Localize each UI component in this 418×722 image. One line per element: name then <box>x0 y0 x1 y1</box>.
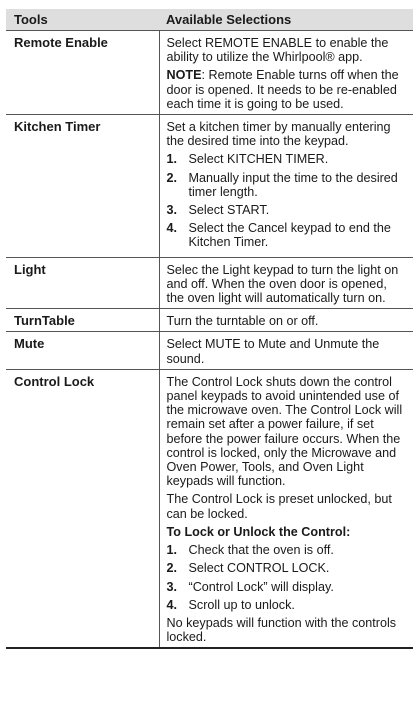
step-text: Select CONTROL LOCK. <box>188 561 330 576</box>
step-text: Scroll up to unlock. <box>188 597 295 612</box>
table-row-kitchen-timer <box>6 115 413 258</box>
list-item <box>167 598 408 612</box>
step-number: 1. <box>166 152 178 167</box>
table-row-turntable <box>6 309 413 332</box>
step-text: Check that the oven is off. <box>188 543 334 558</box>
subheading: To Lock or Unlock the Control: <box>166 524 351 539</box>
step-number: 4. <box>166 221 178 236</box>
header-available-selections: Available Selections <box>159 9 413 31</box>
list-item <box>167 221 408 249</box>
tool-description <box>159 31 413 115</box>
step-number: 2. <box>166 561 178 576</box>
note-text: : Remote Enable turns off when the door is opened. It needs to be re-enabled each time it is going to be used. <box>166 68 399 111</box>
table-header-row <box>6 9 413 31</box>
tool-name: Remote Enable <box>6 31 159 115</box>
tool-name: Kitchen Timer <box>6 115 159 258</box>
step-text: Select START. <box>188 203 270 218</box>
step-list <box>167 152 408 249</box>
step-text: Manually input the time to the desired timer length. <box>188 170 398 199</box>
table-row-remote-enable <box>6 31 413 115</box>
description-text: Set a kitchen timer by manually entering the desired time into the keypad. <box>166 120 391 149</box>
description-text: The Control Lock is preset unlocked, but can be locked. <box>166 492 392 521</box>
tool-name: Control Lock <box>6 369 159 648</box>
tool-description <box>159 369 413 648</box>
description-text: The Control Lock shuts down the control panel keypads to avoid unintended use of the microwave oven. The Control Lock will remain set after a power failure, if set before the power failure occurs. When the control is locked, only the Microwave and Oven Power, Tools, and Oven Light keypads will function. <box>166 374 403 489</box>
tool-name: TurnTable <box>6 309 159 332</box>
step-number: 3. <box>166 203 178 218</box>
list-item <box>167 203 408 217</box>
note-label: NOTE <box>166 68 202 83</box>
tool-description <box>159 309 413 332</box>
tools-table <box>6 9 413 649</box>
step-number: 3. <box>166 579 178 594</box>
table-row-light <box>6 257 413 309</box>
table-row-mute <box>6 332 413 369</box>
table-row-control-lock <box>6 369 413 648</box>
tool-name: Mute <box>6 332 159 369</box>
tool-description <box>159 257 413 309</box>
note-paragraph <box>167 68 408 111</box>
list-item <box>167 152 408 166</box>
step-text: Select KITCHEN TIMER. <box>188 152 329 167</box>
step-number: 4. <box>166 597 178 612</box>
description-text: Select REMOTE ENABLE to enable the ability to utilize the Whirlpool® app. <box>166 36 389 65</box>
tool-name: Light <box>6 257 159 309</box>
list-item <box>167 171 408 199</box>
description-text: No keypads will function with the controls locked. <box>166 615 397 645</box>
tool-description <box>159 115 413 258</box>
description-text: Selec the Light keypad to turn the light on and off. When the oven door is opened, the oven light will automatically turn on. <box>166 262 399 306</box>
list-item <box>167 561 408 575</box>
header-tools: Tools <box>6 9 159 31</box>
step-list <box>167 543 408 612</box>
step-number: 2. <box>166 170 178 185</box>
step-text: “Control Lock” will display. <box>188 579 334 594</box>
list-item <box>167 580 408 594</box>
step-number: 1. <box>166 543 178 558</box>
tool-description <box>159 332 413 369</box>
description-text: Select MUTE to Mute and Unmute the sound. <box>166 337 380 366</box>
description-text: Turn the turntable on or off. <box>166 314 319 329</box>
step-text: Select the Cancel keypad to end the Kitchen Timer. <box>188 221 391 250</box>
list-item <box>167 543 408 557</box>
